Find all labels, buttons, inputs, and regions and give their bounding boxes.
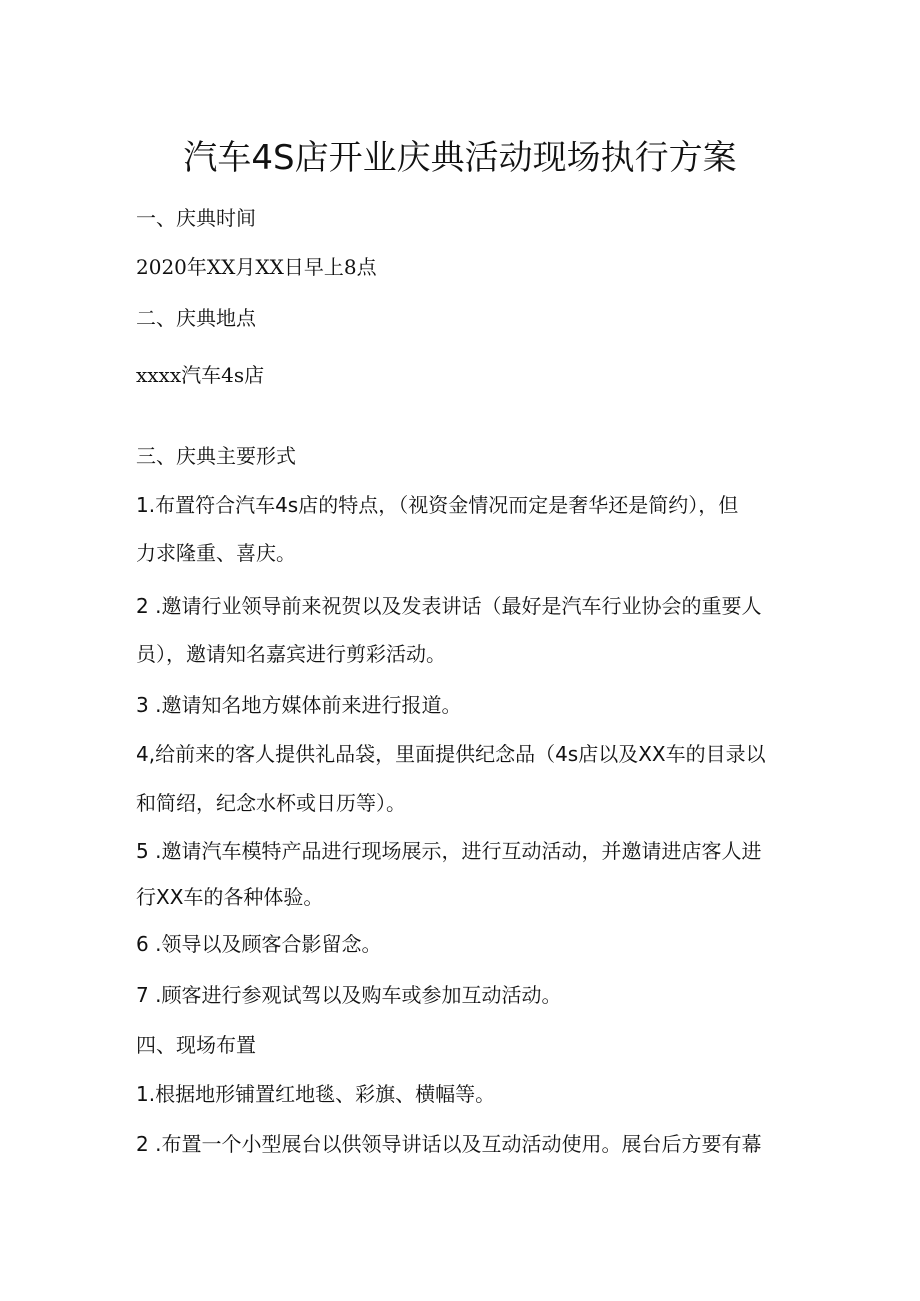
paragraph-item-7: 7 .顾客进行参观试驾以及购车或参加互动活动。 — [136, 983, 562, 1007]
section-heading-layout: 四、现场布置 — [136, 1033, 256, 1057]
section-heading-format: 三、庆典主要形式 — [136, 444, 296, 468]
paragraph-layout-1: 1.根据地形铺置红地毯、彩旗、横幅等。 — [136, 1082, 496, 1106]
paragraph-item-6: 6 .领导以及顾客合影留念。 — [136, 932, 382, 956]
paragraph-location: xxxx汽车4s店 — [136, 363, 265, 387]
paragraph-item-5-line-2: 行XX车的各种体验。 — [136, 885, 324, 909]
paragraph-item-3: 3 .邀请知名地方媒体前来进行报道。 — [136, 693, 462, 717]
section-heading-location: 二、庆典地点 — [136, 306, 256, 330]
paragraph-item-1-line-2: 力求隆重、喜庆。 — [136, 541, 296, 565]
paragraph-item-2-line-2: 员），邀请知名嘉宾进行剪彩活动。 — [136, 642, 446, 666]
paragraph-item-1-line-1: 1.布置符合汽车4s店的特点，（视资金情况而定是奢华还是简约），但 — [136, 493, 739, 517]
paragraph-item-4-line-1: 4,给前来的客人提供礼品袋，里面提供纪念品（4s店以及XX车的目录以 — [136, 742, 766, 766]
paragraph-layout-2: 2 .布置一个小型展台以供领导讲话以及互动活动使用。展台后方要有幕 — [136, 1132, 762, 1156]
paragraph-time: 2020年XX月XX日早上8点 — [136, 255, 377, 279]
section-heading-time: 一、庆典时间 — [136, 206, 256, 230]
paragraph-item-2-line-1: 2 .邀请行业领导前来祝贺以及发表讲话（最好是汽车行业协会的重要人 — [136, 594, 762, 618]
paragraph-item-4-line-2: 和简绍，纪念水杯或日历等）。 — [136, 791, 406, 815]
document-title: 汽车4S店开业庆典活动现场执行方案 — [183, 138, 737, 178]
paragraph-item-5-line-1: 5 .邀请汽车模特产品进行现场展示，进行互动活动，并邀请进店客人进 — [136, 839, 762, 863]
